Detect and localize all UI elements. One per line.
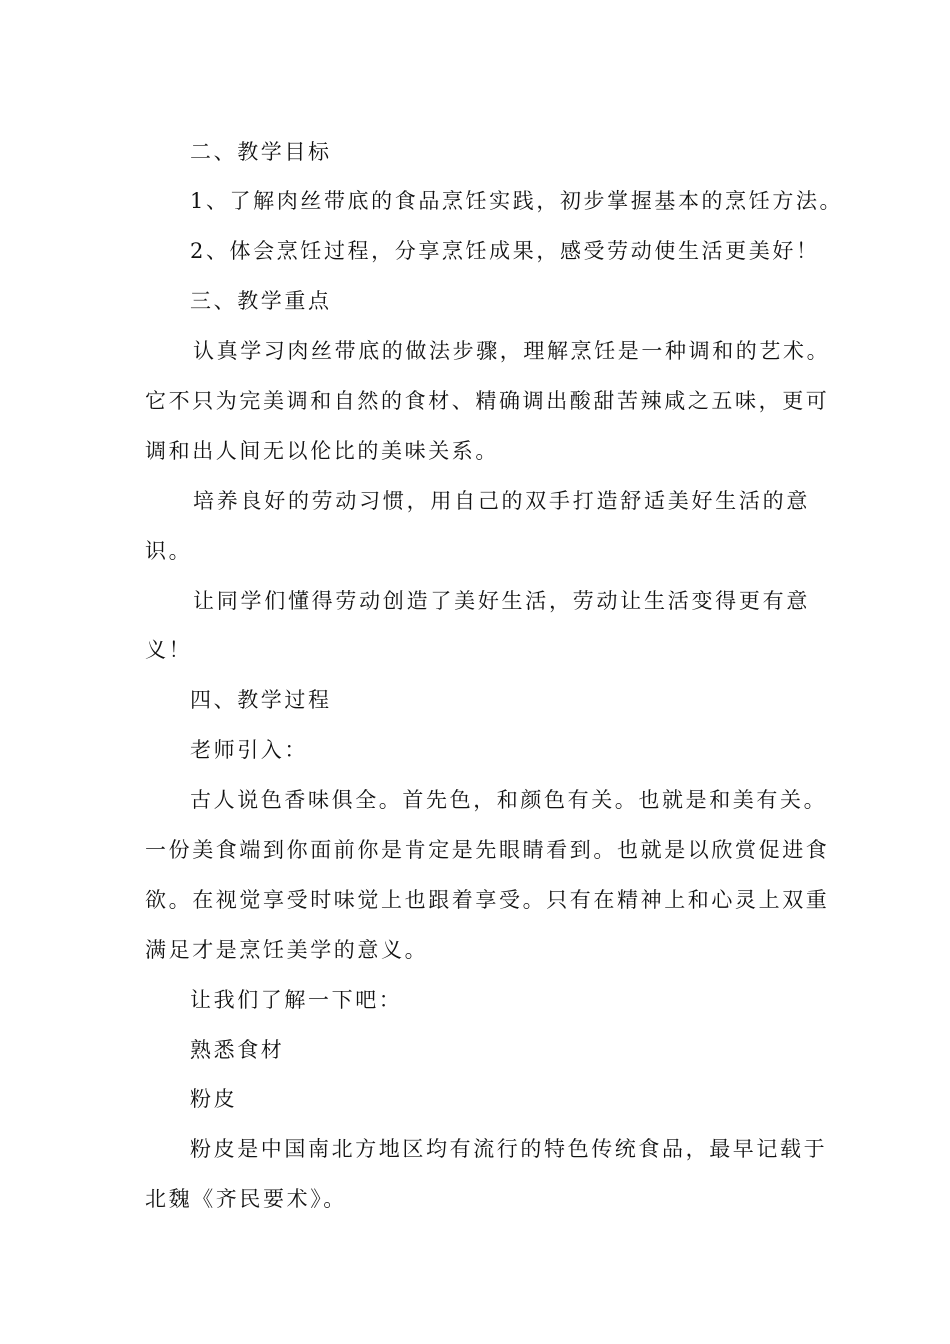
intro-paragraph-line-4: 满足才是烹饪美学的意义。 <box>145 938 429 962</box>
teacher-intro-label: 老师引入： <box>190 738 308 762</box>
fenpi-paragraph-line-2: 北魏《齐民要术》。 <box>145 1187 347 1211</box>
heading-teaching-goals: 二、教学目标 <box>190 140 332 164</box>
heading-teaching-process: 四、教学过程 <box>190 688 332 712</box>
focus-paragraph-1-line-3: 调和出人间无以伦比的美味关系。 <box>145 439 499 463</box>
subheading-fenpi: 粉皮 <box>190 1087 238 1111</box>
subheading-ingredients: 熟悉食材 <box>190 1038 285 1062</box>
focus-paragraph-3-line-1: 让同学们懂得劳动创造了美好生活，劳动让生活变得更有意 <box>193 589 810 613</box>
intro-paragraph-line-2: 一份美食端到你面前你是肯定是先眼睛看到。也就是以欣赏促进食 <box>145 838 830 862</box>
focus-paragraph-1-line-1: 认真学习肉丝带底的做法步骤，理解烹饪是一种调和的艺术。 <box>193 339 831 363</box>
focus-paragraph-1-line-2: 它不只为完美调和自然的食材、精确调出酸甜苦辣咸之五味，更可 <box>145 389 830 413</box>
heading-teaching-focus: 三、教学重点 <box>190 289 332 313</box>
goal-item-2: 2、体会烹饪过程，分享烹饪成果，感受劳动使生活更美好！ <box>190 239 820 263</box>
focus-paragraph-3-line-2: 义！ <box>145 638 193 662</box>
intro-paragraph-line-3: 欲。在视觉享受时味觉上也跟着享受。只有在精神上和心灵上双重 <box>145 888 830 912</box>
intro-paragraph-line-1: 古人说色香味俱全。首先色，和颜色有关。也就是和美有关。 <box>190 788 828 812</box>
focus-paragraph-2-line-2: 识。 <box>145 539 193 563</box>
fenpi-paragraph-line-1: 粉皮是中国南北方地区均有流行的特色传统食品，最早记载于 <box>190 1137 828 1161</box>
goal-item-1: 1、了解肉丝带底的食品烹饪实践，初步掌握基本的烹饪方法。 <box>190 189 844 213</box>
lets-learn-line: 让我们了解一下吧： <box>190 988 403 1012</box>
focus-paragraph-2-line-1: 培养良好的劳动习惯，用自己的双手打造舒适美好生活的意 <box>193 489 810 513</box>
